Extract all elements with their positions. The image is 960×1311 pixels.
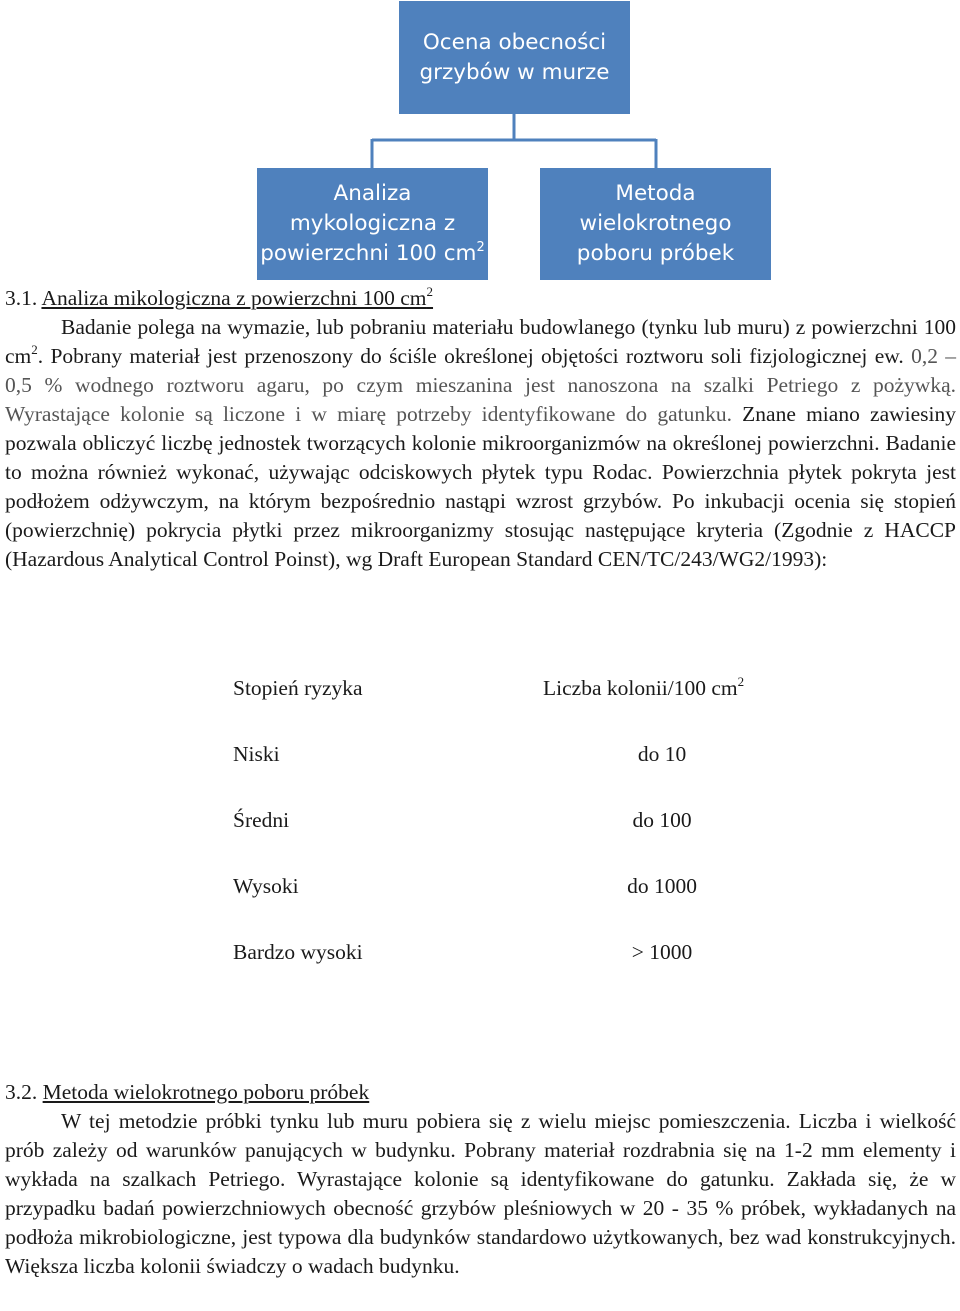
section1-paragraph	[5, 313, 956, 574]
left-node-line3-text: powierzchni 100 cm	[260, 241, 477, 266]
table-row	[233, 742, 813, 808]
risk-header-level: Stopień ryzyka	[233, 676, 363, 700]
table-row	[233, 874, 813, 940]
section2-paragraph	[5, 1107, 956, 1281]
risk-header-count	[543, 676, 781, 701]
diagram-right-node	[540, 168, 771, 280]
section1-p1-a: Badanie polega na wymazie, lub pobraniu materiału budowlanego (tynku lub muru) z powierzchni 100 cm	[5, 315, 956, 368]
right-node-line2: wielokrotnego	[579, 211, 732, 236]
risk-header-count-sup: 2	[737, 674, 745, 689]
risk-count: do 100	[632, 808, 692, 832]
table-row	[233, 808, 813, 874]
section2-number: 3.2.	[5, 1080, 38, 1104]
section1-p1-b: . Pobrany materiał jest przenoszony do ściśle określonej objętości roztworu soli fizjologicznej ew.	[37, 344, 912, 368]
risk-level: Średni	[233, 808, 290, 832]
section2-title: Metoda wielokrotnego poboru próbek	[42, 1080, 370, 1104]
risk-level: Niski	[233, 742, 280, 766]
diagram-root-node	[399, 1, 630, 114]
risk-table	[233, 676, 813, 1006]
root-node-line1: Ocena obecności	[422, 29, 607, 55]
risk-level: Wysoki	[233, 874, 299, 898]
right-node-line1: Metoda	[615, 181, 696, 206]
diagram-left-node	[257, 168, 488, 280]
section1-heading	[5, 284, 433, 313]
risk-count: do 1000	[627, 874, 697, 898]
risk-table-header	[233, 676, 813, 742]
section1-number: 3.1.	[5, 286, 38, 310]
section1-p1-d: Wyrastające kolonie są liczone i w miarę potrzeby identyfikowane do gatunku.	[5, 402, 732, 426]
root-node-line2: grzybów w murze	[419, 59, 610, 85]
section1-title-text: Analiza mikologiczna z powierzchni 100 cm	[41, 286, 427, 310]
risk-level: Bardzo wysoki	[233, 940, 363, 964]
section1-p1-sup: 2	[31, 342, 38, 357]
right-node-line3: poboru próbek	[576, 241, 735, 266]
left-node-sup: 2	[476, 240, 485, 255]
section1-title	[41, 286, 433, 310]
section2-heading	[5, 1078, 369, 1107]
section1-p1-c: 0,2 – 0,5 % wodnego roztworu agaru, po czym mieszanina jest nanoszona na szalki Petriego z pożywką.	[5, 344, 956, 397]
risk-count: do 10	[637, 742, 687, 766]
section2-paragraph-text: W tej metodzie próbki tynku lub muru pobiera się z wielu miejsc pomieszczenia. Liczba i wielkość prób zależy od warunków panujących w budynku. Pobrany materiał rozdrabnia się na 1-2 mm elementy i wykłada na szalkach Petriego. Wyrastające kolonie są identyfikowane do gatunku. Zakłada się, że w przypadku badań powierzchniowych obecność grzybów pleśniowych w 20 - 35 % próbek, wykładanych na podłoża mikrobiologiczne, jest typowa dla budynków standardowo użytkowanych, bez wad konstrukcyjnych. Większa liczba kolonii świadczy o wadach budynku.	[5, 1109, 956, 1278]
table-row	[233, 940, 813, 1006]
hierarchy-diagram	[0, 0, 960, 285]
risk-count: > 1000	[631, 940, 693, 964]
left-node-line2: mykologiczna z	[289, 211, 456, 236]
section1-p1-e: Znane miano zawiesiny pozwala obliczyć liczbę jednostek tworzących kolonie mikroorganizmów na określonej powierzchni. Badanie to można również wykonać, używając odciskowych płytek typu Rodac. Powierzchnia płytek pokryta jest podłożem odżywczym, na którym bezpośrednio nastąpi wzrost grzybów. Po inkubacji ocenia się stopień (powierzchnię) pokrycia płytki przez mikroorganizmy stosując następujące kryteria (Zgodnie z HACCP (Hazardous Analytical Control Poinst), wg Draft European Standard CEN/TC/243/WG2/1993):	[5, 402, 956, 571]
section1-title-sup: 2	[426, 284, 434, 299]
risk-header-count-text: Liczba kolonii/100 cm	[543, 676, 738, 700]
left-node-line1: Analiza	[333, 181, 412, 206]
left-node-line3	[260, 239, 485, 269]
